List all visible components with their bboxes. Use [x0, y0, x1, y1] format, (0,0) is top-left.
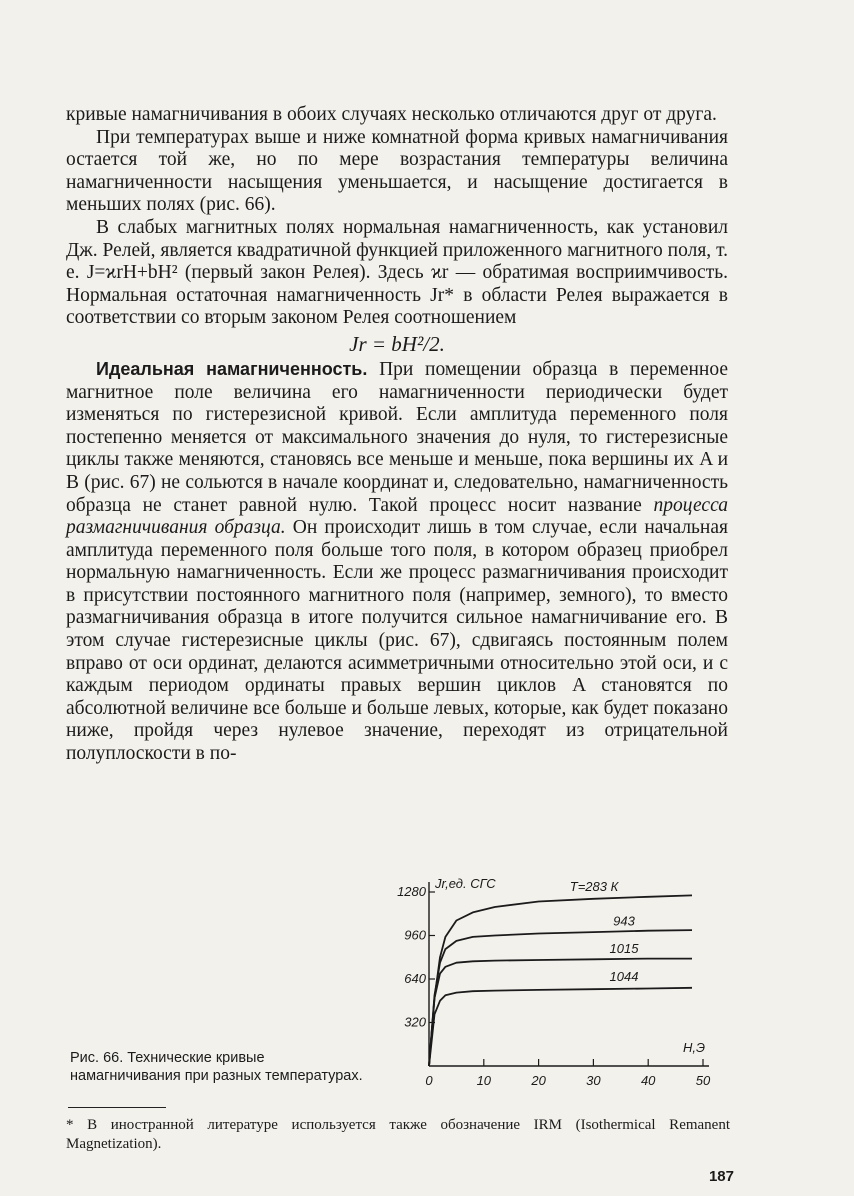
series-label: T=283 К	[569, 878, 619, 894]
y-tick-label: 640	[404, 971, 426, 986]
paragraph-continued: кривые намагничивания в обоих случаях несколько отличаются друг от друга.	[66, 104, 717, 125]
formula-rayleigh-second-law: Jr = bH²/2.	[349, 331, 445, 356]
series-label: 943	[613, 913, 635, 929]
figure-66-chart	[395, 870, 725, 1092]
body-text	[66, 104, 728, 766]
curve-943	[429, 930, 692, 1066]
y-tick-label: 1280	[397, 884, 426, 899]
curve-1015	[429, 959, 692, 1066]
series-label: 1044	[609, 968, 639, 984]
y-axis-label: Jr,ед. СГС	[435, 876, 496, 891]
section-heading: Идеальная намагниченность.	[96, 358, 368, 379]
magnetization-curves-plot	[395, 870, 725, 1092]
x-tick-label: 0	[425, 1073, 433, 1088]
paragraph-ideal-part-a: При помещении образца в переменное магнитное поле величина его намагниченности периодически будет изменяться по гистерезисной кривой. Если амплитуда переменного поля постепенно меняется от максимального значения до нуля, то гистерезисные циклы также меняются, становясь все меньше и меньше, пока вершины их A и B (рис. 67) не сольются в начале координат и, следовательно, намагниченность образца не станет равной нулю. Такой процесс носит название	[66, 358, 728, 516]
series-label: 1015	[609, 940, 639, 956]
x-tick-label: 10	[476, 1073, 492, 1088]
footnote-divider	[68, 1107, 166, 1108]
figure-caption: Рис. 66. Технические кривые намагничивания при разных температурах.	[70, 1050, 363, 1084]
x-axis-label: H,Э	[683, 1040, 706, 1055]
x-tick-label: 50	[695, 1073, 711, 1088]
x-tick-label: 30	[586, 1073, 601, 1088]
curve-t283	[429, 895, 692, 1066]
paragraph-temperature: При температурах выше и ниже комнатной форма кривых намагничивания остается той же, но по мере возрастания температуры величина намагниченности насыщения уменьшается, и насыщение достигается в меньших полях (рис. 66).	[66, 126, 728, 216]
y-tick-label: 960	[404, 927, 426, 943]
x-tick-label: 40	[640, 1073, 656, 1088]
x-tick-label: 20	[531, 1073, 546, 1088]
footnote: * В иностранной литературе используется также обозначение IRM (Isothermical Remanent Magnetization).	[66, 1117, 730, 1152]
curve-1044	[429, 988, 692, 1066]
page-number: 187	[708, 1168, 734, 1185]
paragraph-rayleigh: В слабых магнитных полях нормальная намагниченность, как установил Дж. Релей, является квадратичной функцией приложенного магнитного поля, т. е. J=ϰrH+bH² (первый закон Релея). Здесь ϰr — обратимая восприимчивость. Нормальная остаточная намагниченность Jr* в области Релея выражается в соответствии со вторым законом Релея соотношением	[66, 216, 728, 329]
term-demagnetization: процесса размагничивания образца.	[66, 494, 728, 539]
y-tick-label: 320	[404, 1014, 426, 1030]
paragraph-ideal-part-b: Он происходит лишь в том случае, если начальная амплитуда переменного поля больше того поля, в котором образец приобрел нормальную намагниченность. Если же процесс размагничивания происходит в присутствии постоянного магнитного поля (например, земного), то вместо размагничивания образца в итоге получится сильное намагничивание его. В этом случае гистерезисные циклы (рис. 67), сдвигаясь постоянным полем вправо от оси ординат, делаются асимметричными относительно этой оси, и с каждым периодом ординаты правых вершин циклов A становятся по абсолютной величине все больше и больше левых, которые, как будет показано ниже, пройдя через нулевое значение, переходят из отрицательной полуплоскости в по-	[66, 517, 728, 765]
paragraph-ideal-magnetization	[66, 358, 728, 766]
